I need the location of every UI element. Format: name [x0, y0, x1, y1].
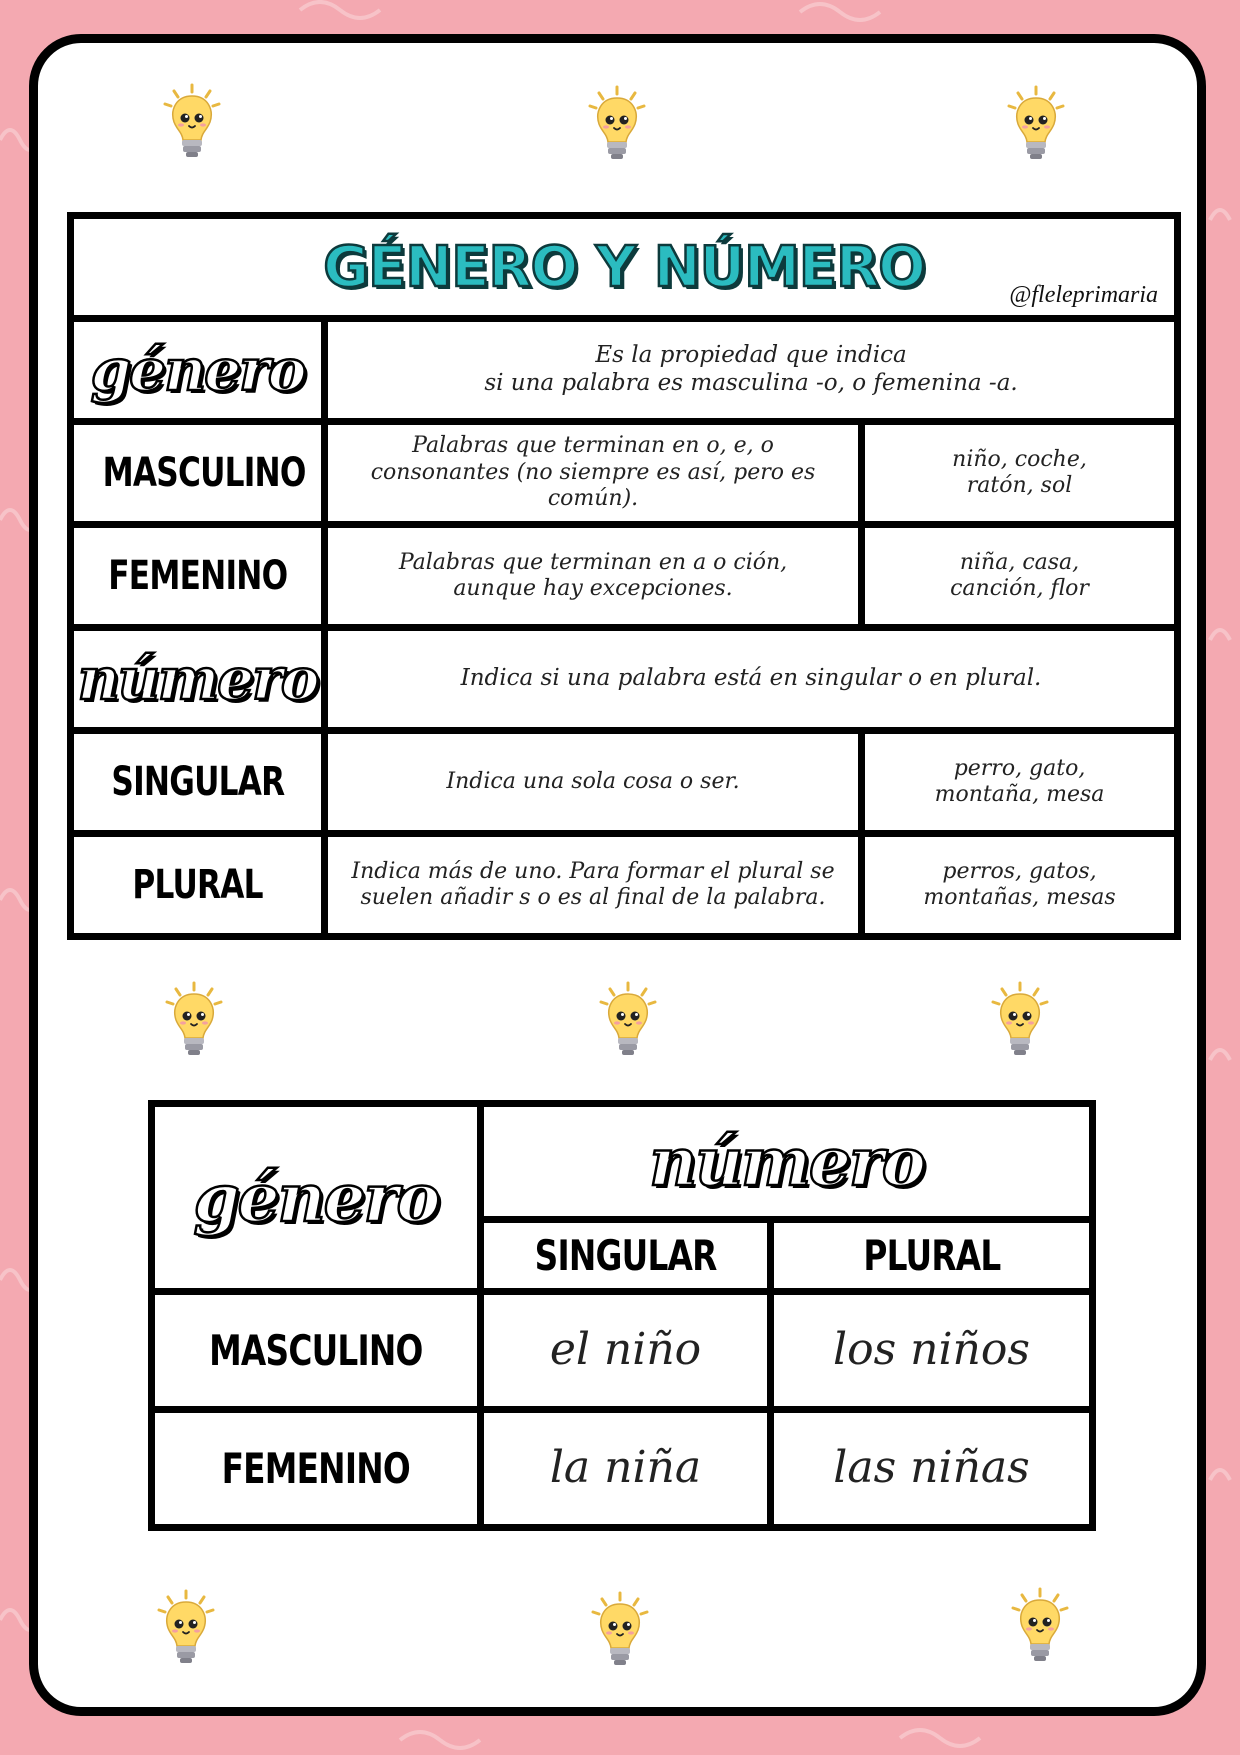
row-examples: [862, 731, 1178, 834]
lightbulb-icon: [988, 980, 1052, 1060]
matrix-cell: los niños: [771, 1292, 1093, 1410]
matrix-cell: el niño: [481, 1292, 771, 1410]
row-label: SINGULAR: [111, 759, 284, 805]
lightbulb-icon: [596, 980, 660, 1060]
table-row: [152, 1410, 1093, 1528]
matrix-numero-cell: [481, 1104, 1093, 1220]
genero-definition-line: si una palabra es masculina -o, o femenina -a.: [484, 370, 1018, 396]
row-label: MASCULINO: [209, 1326, 423, 1375]
summary-table: [67, 212, 1181, 940]
row-label: FEMENINO: [107, 553, 288, 599]
table-row: [71, 731, 1178, 834]
examples-line: montaña, mesa: [934, 782, 1105, 807]
genero-heading-cell: [71, 319, 325, 422]
row-examples: [862, 834, 1178, 937]
examples-line: ratón, sol: [966, 473, 1073, 498]
row-description: Palabras que terminan en a o ción, aunque hay excepciones.: [325, 525, 862, 628]
column-header: [771, 1220, 1093, 1292]
numero-heading: número: [77, 645, 318, 713]
title-cell: [71, 216, 1178, 319]
lightbulb-icon: [1008, 1586, 1072, 1666]
row-examples: [862, 525, 1178, 628]
lightbulb-icon: [160, 82, 224, 162]
row-description: Indica más de uno. Para formar el plural se suelen añadir s o es al final de la palabra.: [325, 834, 862, 937]
matrix-cell: la niña: [481, 1410, 771, 1528]
lightbulb-icon: [1004, 84, 1068, 164]
table-row: [71, 525, 1178, 628]
gender-number-matrix: [148, 1100, 1096, 1531]
column-header: [481, 1220, 771, 1292]
lightbulb-icon: [585, 84, 649, 164]
genero-heading: género: [90, 336, 305, 404]
matrix-genero-heading: género: [193, 1158, 439, 1237]
author-handle: @fleleprimaria: [1009, 282, 1159, 308]
genero-definition-line: Es la propiedad que indica: [595, 342, 907, 369]
column-header-label: PLURAL: [862, 1231, 1001, 1280]
column-header-label: SINGULAR: [534, 1231, 717, 1280]
table-row: [71, 834, 1178, 937]
genero-definition: [325, 319, 1178, 422]
examples-line: perro, gato,: [953, 755, 1086, 781]
matrix-cell: las niñas: [771, 1410, 1093, 1528]
examples-line: canción, flor: [950, 576, 1089, 601]
row-label: PLURAL: [132, 862, 263, 908]
numero-definition: Indica si una palabra está en singular o en plural.: [325, 628, 1178, 731]
row-description: Palabras que terminan en o, e, o consonantes (no siempre es así, pero es común).: [325, 422, 862, 525]
examples-line: niño, coche,: [952, 446, 1087, 472]
row-label: FEMENINO: [221, 1444, 411, 1493]
examples-line: perros, gatos,: [942, 858, 1097, 884]
row-description: Indica una sola cosa o ser.: [325, 731, 862, 834]
examples-line: niña, casa,: [959, 549, 1080, 575]
row-examples: [862, 422, 1178, 525]
lightbulb-icon: [154, 1588, 218, 1668]
examples-line: montañas, mesas: [923, 885, 1116, 910]
matrix-genero-cell: [152, 1104, 481, 1292]
matrix-numero-heading: número: [649, 1122, 924, 1201]
table-row: [71, 422, 1178, 525]
row-label: MASCULINO: [102, 450, 306, 496]
page-title: GÉNERO Y NÚMERO: [323, 234, 925, 300]
numero-heading-cell: [71, 628, 325, 731]
lightbulb-icon: [588, 1590, 652, 1670]
lightbulb-icon: [162, 980, 226, 1060]
table-row: [152, 1292, 1093, 1410]
